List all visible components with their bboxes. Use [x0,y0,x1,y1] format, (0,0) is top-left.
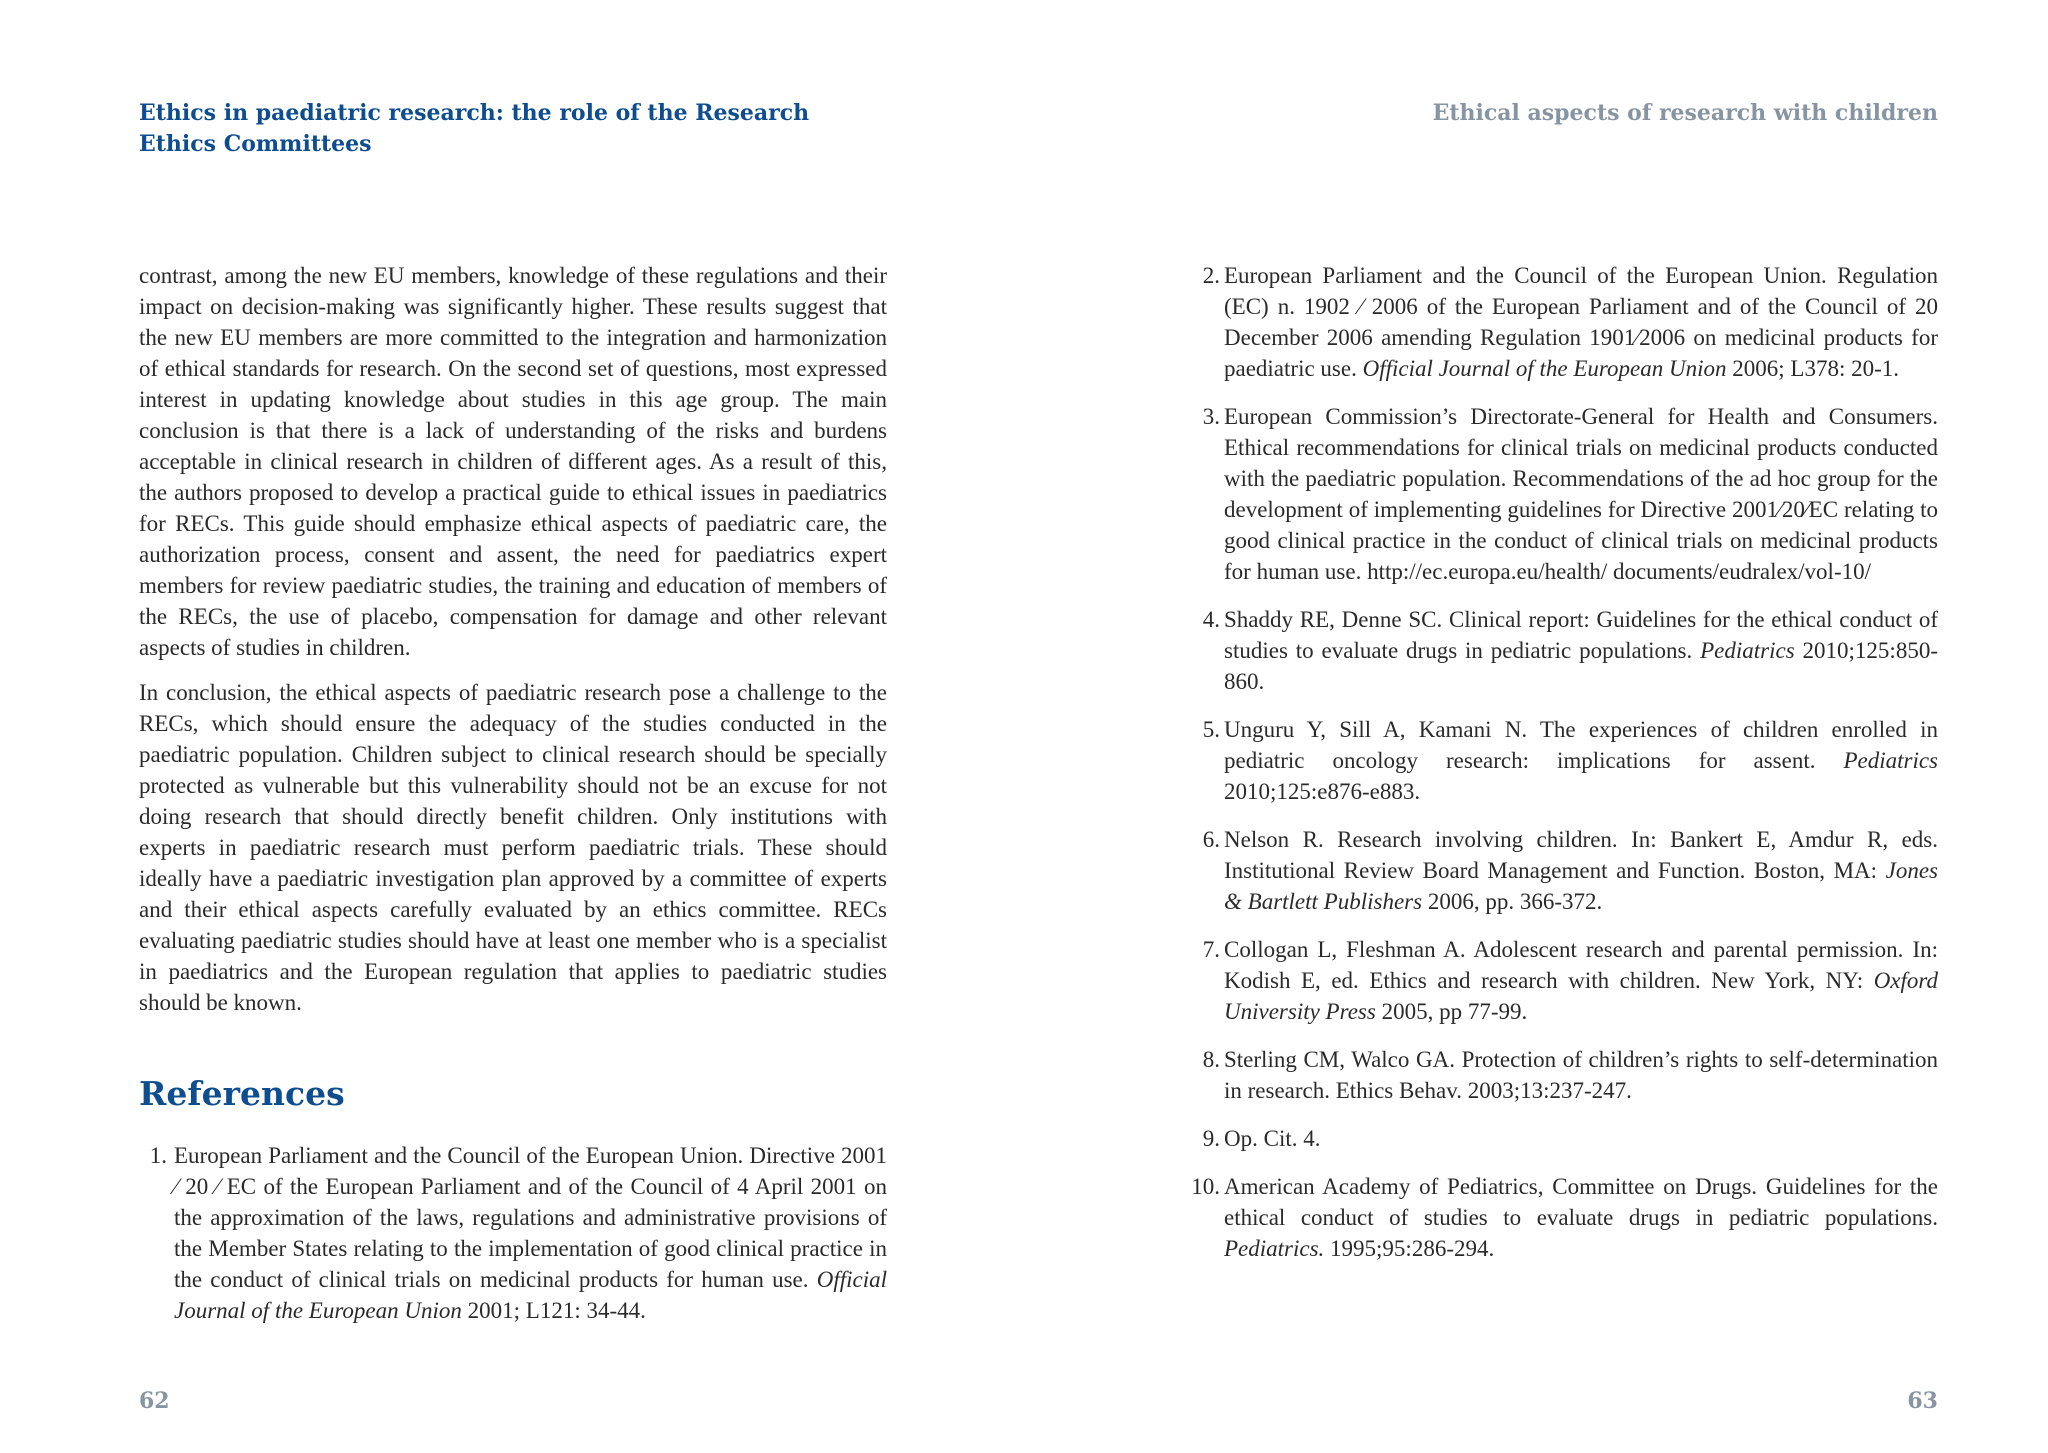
reference-item [1173,1044,1938,1106]
reference-item [1173,714,1938,807]
reference-source: Jones & Bartlett Publishers [1224,858,1938,914]
reference-text: 2010;125:e876-e883. [1224,779,1421,804]
reference-number: 2. [1202,263,1220,288]
reference-source: Oxford University Press [1224,968,1938,1024]
reference-number: 5. [1202,717,1220,742]
reference-number: 6. [1202,827,1220,852]
reference-source: Official Journal of the European Union [174,1267,887,1323]
reference-text: Sterling CM, Walco GA. Protection of children’s rights to self-determination in research. Ethics Behav. 2003;13:237-247. [1224,1047,1938,1103]
reference-text: Unguru Y, Sill A, Kamani N. The experiences of children enrolled in pediatric oncology research: implications for assent. [1224,717,1938,773]
reference-text: Nelson R. Research involving children. In: Bankert E, Amdur R, eds. Institutional Review Board Management and Function. Boston, MA: [1224,827,1938,883]
reference-source: Official Journal of the European Union [1362,356,1727,381]
references-heading: References [139,1074,345,1113]
reference-number: 1. [149,1143,167,1168]
reference-source: Pediatrics [1843,748,1938,773]
reference-item [1173,604,1938,697]
reference-number: 10. [1191,1174,1220,1199]
reference-text: American Academy of Pediatrics, Committee on Drugs. Guidelines for the ethical conduct of studies to evaluate drugs in pediatric populations. [1224,1174,1938,1230]
reference-item [1173,824,1938,917]
reference-text: European Parliament and the Council of the European Union. Directive 2001 ⁄ 20 ⁄ EC of the European Parliament and of the Council of 4 April 2001 on the approximation of the laws, regulations and administrative provisions of the Member States relating to the implementation of good clinical practice in the conduct of clinical trials on medicinal products for human use. [174,1143,887,1292]
reference-text: European Parliament and the Council of the European Union. Regulation (EC) n. 1902 ⁄ 2006 of the European Parliament and of the Council of 20 December 2006 amending Regulation 1901⁄2006 on medicinal products for paediatric use. [1224,263,1938,381]
reference-source: Pediatrics [1700,638,1795,663]
reference-text: 2006; L378: 20-1. [1726,356,1899,381]
reference-number: 4. [1202,607,1220,632]
reference-text: Op. Cit. 4. [1224,1126,1321,1151]
reference-item [1173,260,1938,384]
reference-item [1173,1123,1938,1154]
reference-list [1173,260,1938,1264]
reference-number: 8. [1202,1047,1220,1072]
reference-text: 2001; L121: 34-44. [461,1298,646,1323]
reference-number: 7. [1202,937,1220,962]
page-number: 63 [1907,1388,1938,1414]
reference-item [1173,1171,1938,1264]
reference-number: 3. [1202,404,1220,429]
body-paragraph: In conclusion, the ethical aspects of paediatric research pose a challenge to the RECs, which should ensure the adequacy of the studies conducted in the paediatric population. Children subject to clinical research should be specially protected as vulnerable but this vulnerability should not be an excuse for not doing research that should directly benefit children. Only institutions with experts in paediatric research must perform paediatric trials. These should ideally have a paediatric investigation plan approved by a committee of experts and their ethical aspects carefully evaluated by an ethics committee. RECs evaluating paediatric studies should have at least one member who is a specialist in paediatrics and the European regulation that applies to paediatric studies should be known. [139,680,887,1015]
body-paragraph: contrast, among the new EU members, knowledge of these regulations and their impact on decision-making was significantly higher. These results suggest that the new EU members are more committed to the integration and harmonization of ethical standards for research. On the second set of questions, most expressed interest in updating knowledge about studies in this age group. The main conclusion is that there is a lack of understanding of the risks and burdens acceptable in clinical research in children of different ages. As a result of this, the authors proposed to develop a practical guide to ethical issues in paediatrics for RECs. This guide should emphasize ethical aspects of paediatric care, the authorization process, consent and assent, the need for paediatrics expert members for review paediatric studies, the training and education of members of the RECs, the use of placebo, compensation for damage and other relevant aspects of studies in children. [139,263,887,660]
reference-item [1173,401,1938,587]
reference-source: Pediatrics. [1224,1236,1325,1261]
reference-text: 2006, pp. 366-372. [1422,889,1603,914]
page-number: 62 [139,1388,170,1414]
body-column [139,260,887,1343]
reference-list [139,1140,887,1326]
reference-text: Shaddy RE, Denne SC. Clinical report: Guidelines for the ethical conduct of studies to evaluate drugs in pediatric populations. [1224,607,1938,663]
reference-item [139,1140,887,1326]
reference-text: 2010;125:850-860. [1224,638,1938,694]
reference-text: 1995;95:286-294. [1324,1236,1495,1261]
running-head: Ethics in paediatric research: the role of the Research Ethics Committees [139,100,810,157]
reference-text: European Commission’s Directorate-General for Health and Consumers. Ethical recommendations for clinical trials on medicinal products conducted with the paediatric population. Recommendations of the ad hoc group for the development of implementing guidelines for Directive 2001⁄20⁄EC relating to good clinical practice in the conduct of clinical trials on medicinal products for human use. http://ec.europa.eu/health/ documents/eudralex/vol-10/ [1224,404,1938,584]
references-column [1173,260,1938,1281]
reference-text: Collogan L, Fleshman A. Adolescent research and parental permission. In: Kodish E, ed. Ethics and research with children. New York, NY: [1224,937,1938,993]
reference-number: 9. [1202,1126,1220,1151]
reference-item [1173,934,1938,1027]
right-page [1024,0,2048,1453]
running-head: Ethical aspects of research with children [1432,100,1938,126]
reference-text: 2005, pp 77-99. [1375,999,1528,1024]
